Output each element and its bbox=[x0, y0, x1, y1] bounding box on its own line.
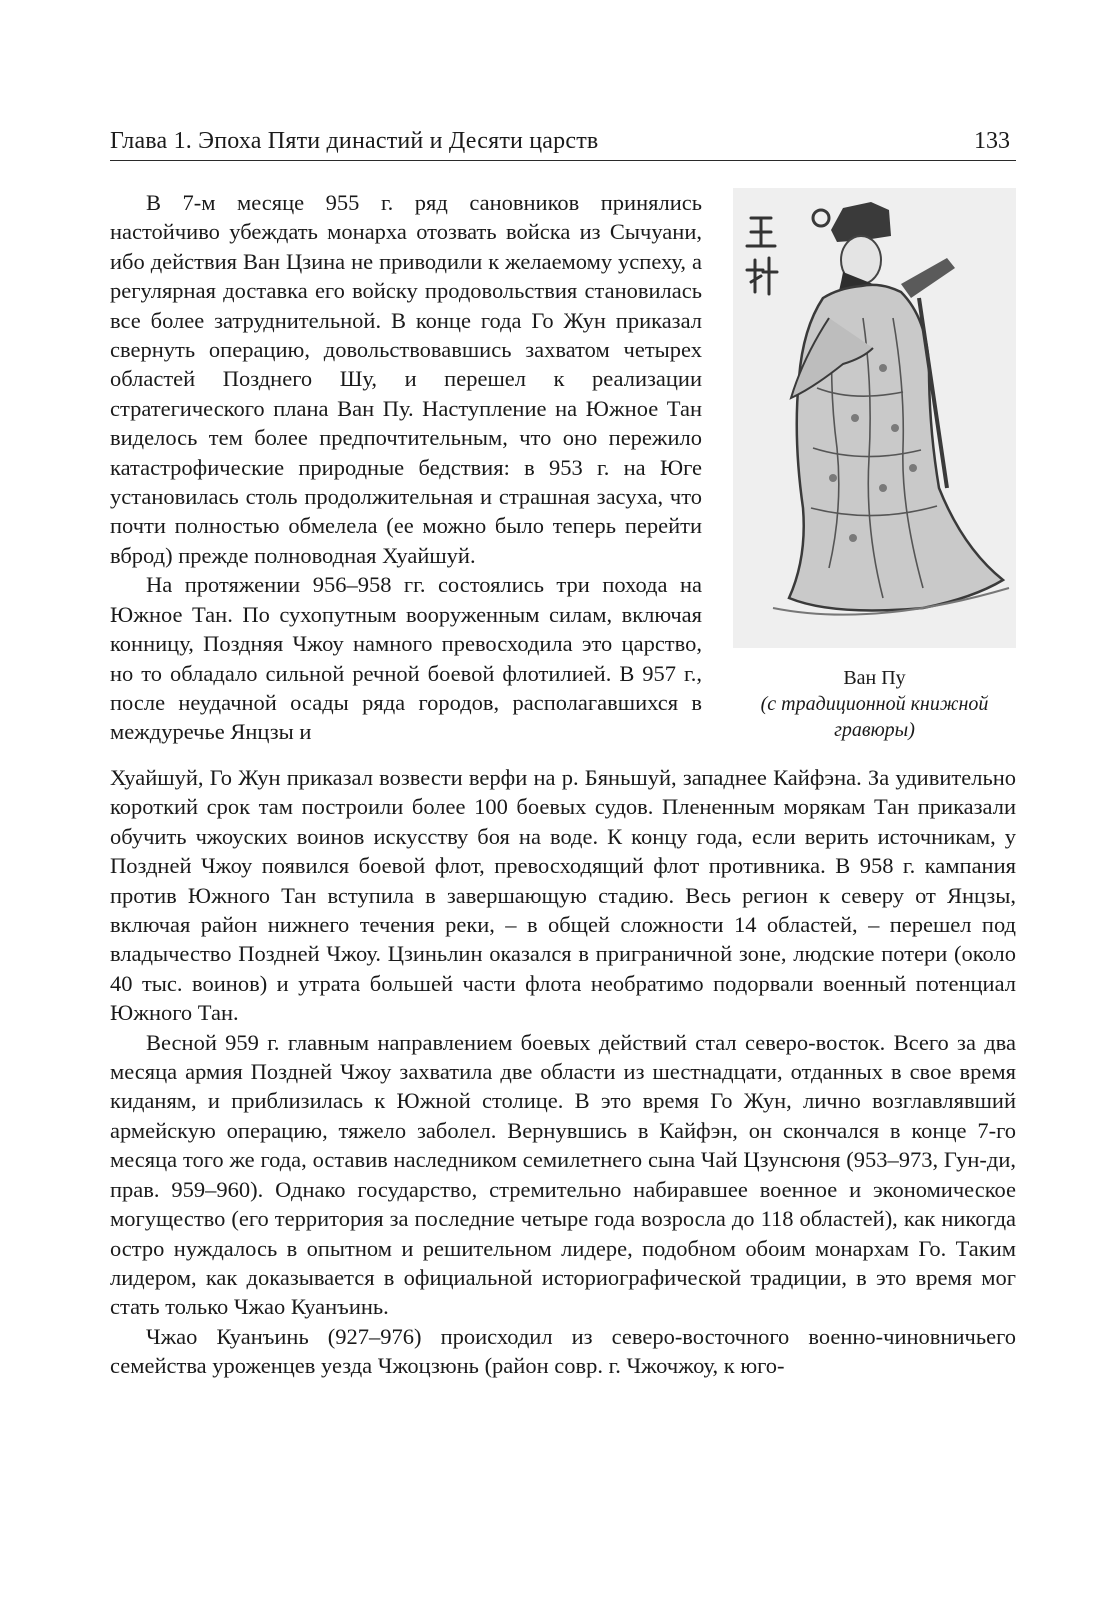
running-header bbox=[110, 122, 1016, 161]
caption-note: (с традиционной книжной гравюры) bbox=[760, 693, 989, 741]
paragraph: На протяжении 956–958 гг. состоялись три похода на Южное Тан. По сухопутным вооруженным силам, включая конницу, Поздняя Чжоу намного превосходила это царство, но то обладало сильной речной боевой флотилией. В 957 г., после неудачной осады ряда городов, располагавшихся в междуречье Янцзы и bbox=[110, 572, 702, 745]
paragraph: Весной 959 г. главным направлением боевых действий стал северо-восток. Всего за два месяца армия Поздней Чжоу захватила две области из шестнадцати, отданных в свое время киданям, и приблизилась к Южной столице. В это время Го Жун, лично возглавлявший армейскую операцию, тяжело заболел. Вернувшись в Кайфэн, он скончался в конце 7-го месяца того же года, оставив наследником семилетнего сына Чай Цзунсюня (953–973, Гун-ди, прав. 959–960). Однако государство, стремительно набиравшее военное и экономическое могущество (его территория за последние четыре года возросла до 118 областей), как никогда остро нуждалось в опытном и решительном лидере, подобном обоим монархам Го. Таким лидером, как доказывается в официальной историографической традиции, в это время мог стать только Чжао Куанъинь. bbox=[110, 1029, 1016, 1320]
figure bbox=[733, 188, 1016, 745]
paragraph-continuation: Хуайшуй, Го Жун приказал возвести верфи на р. Бяньшуй, западнее Кайфэна. За удивительно короткий срок там построили более 100 боевых судов. Плененным морякам Тан приказали обучить чжоуских воинов искусству боя на воде. К концу года, если верить источникам, у Поздней Чжоу появился боевой флот, превосходящий флот противника. В 958 г. кампания против Южного Тан вступила в завершающую стадию. Весь регион к северу от Янцзы, включая район нижнего течения реки, – в общей сложности 14 областей, – перешел под владычество Поздней Чжоу. Цзиньлин оказался в приграничной зоне, людские потери (около 40 тыс. воинов) и утрата большей части флота необратимо подорвали военный потенциал Южного Тан. bbox=[110, 765, 1016, 1026]
paragraph: Чжао Куанъинь (927–976) происходил из северо-восточного военно-чиновничьего семейства уроженцев уезда Чжоцзюнь (район совр. г. Чжочжоу, к юго- bbox=[110, 1323, 1016, 1379]
portrait-engraving-icon bbox=[733, 188, 1016, 648]
body-text-wide bbox=[110, 763, 1016, 1381]
caption-name: Ван Пу bbox=[843, 667, 906, 689]
body-text-narrow bbox=[110, 188, 702, 747]
chapter-title: Глава 1. Эпоха Пяти династий и Десяти царств bbox=[110, 128, 599, 154]
page-number: 133 bbox=[974, 128, 1010, 154]
paragraph: В 7-м месяце 955 г. ряд сановников принялись настойчиво убеждать монарха отозвать войска из Сычуани, ибо действия Ван Цзина не приводили к желаемому успеху, а регулярная доставка его войску продовольствия становилась все более затруднительной. В конце года Го Жун приказал свернуть операцию, довольствовавшись захватом четырех областей Позднего Шу, и перешел к реализации стратегического плана Ван Пу. Наступление на Южное Тан виделось тем более предпочтительным, что оно пережило катастрофические природные бедствия: в 953 г. на Юге установилась столь продолжительная и страшная засуха, что почти полностью обмелела (ее можно было теперь перейти вброд) прежде полноводная Хуайшуй. bbox=[110, 190, 702, 568]
figure-caption bbox=[733, 665, 1016, 743]
